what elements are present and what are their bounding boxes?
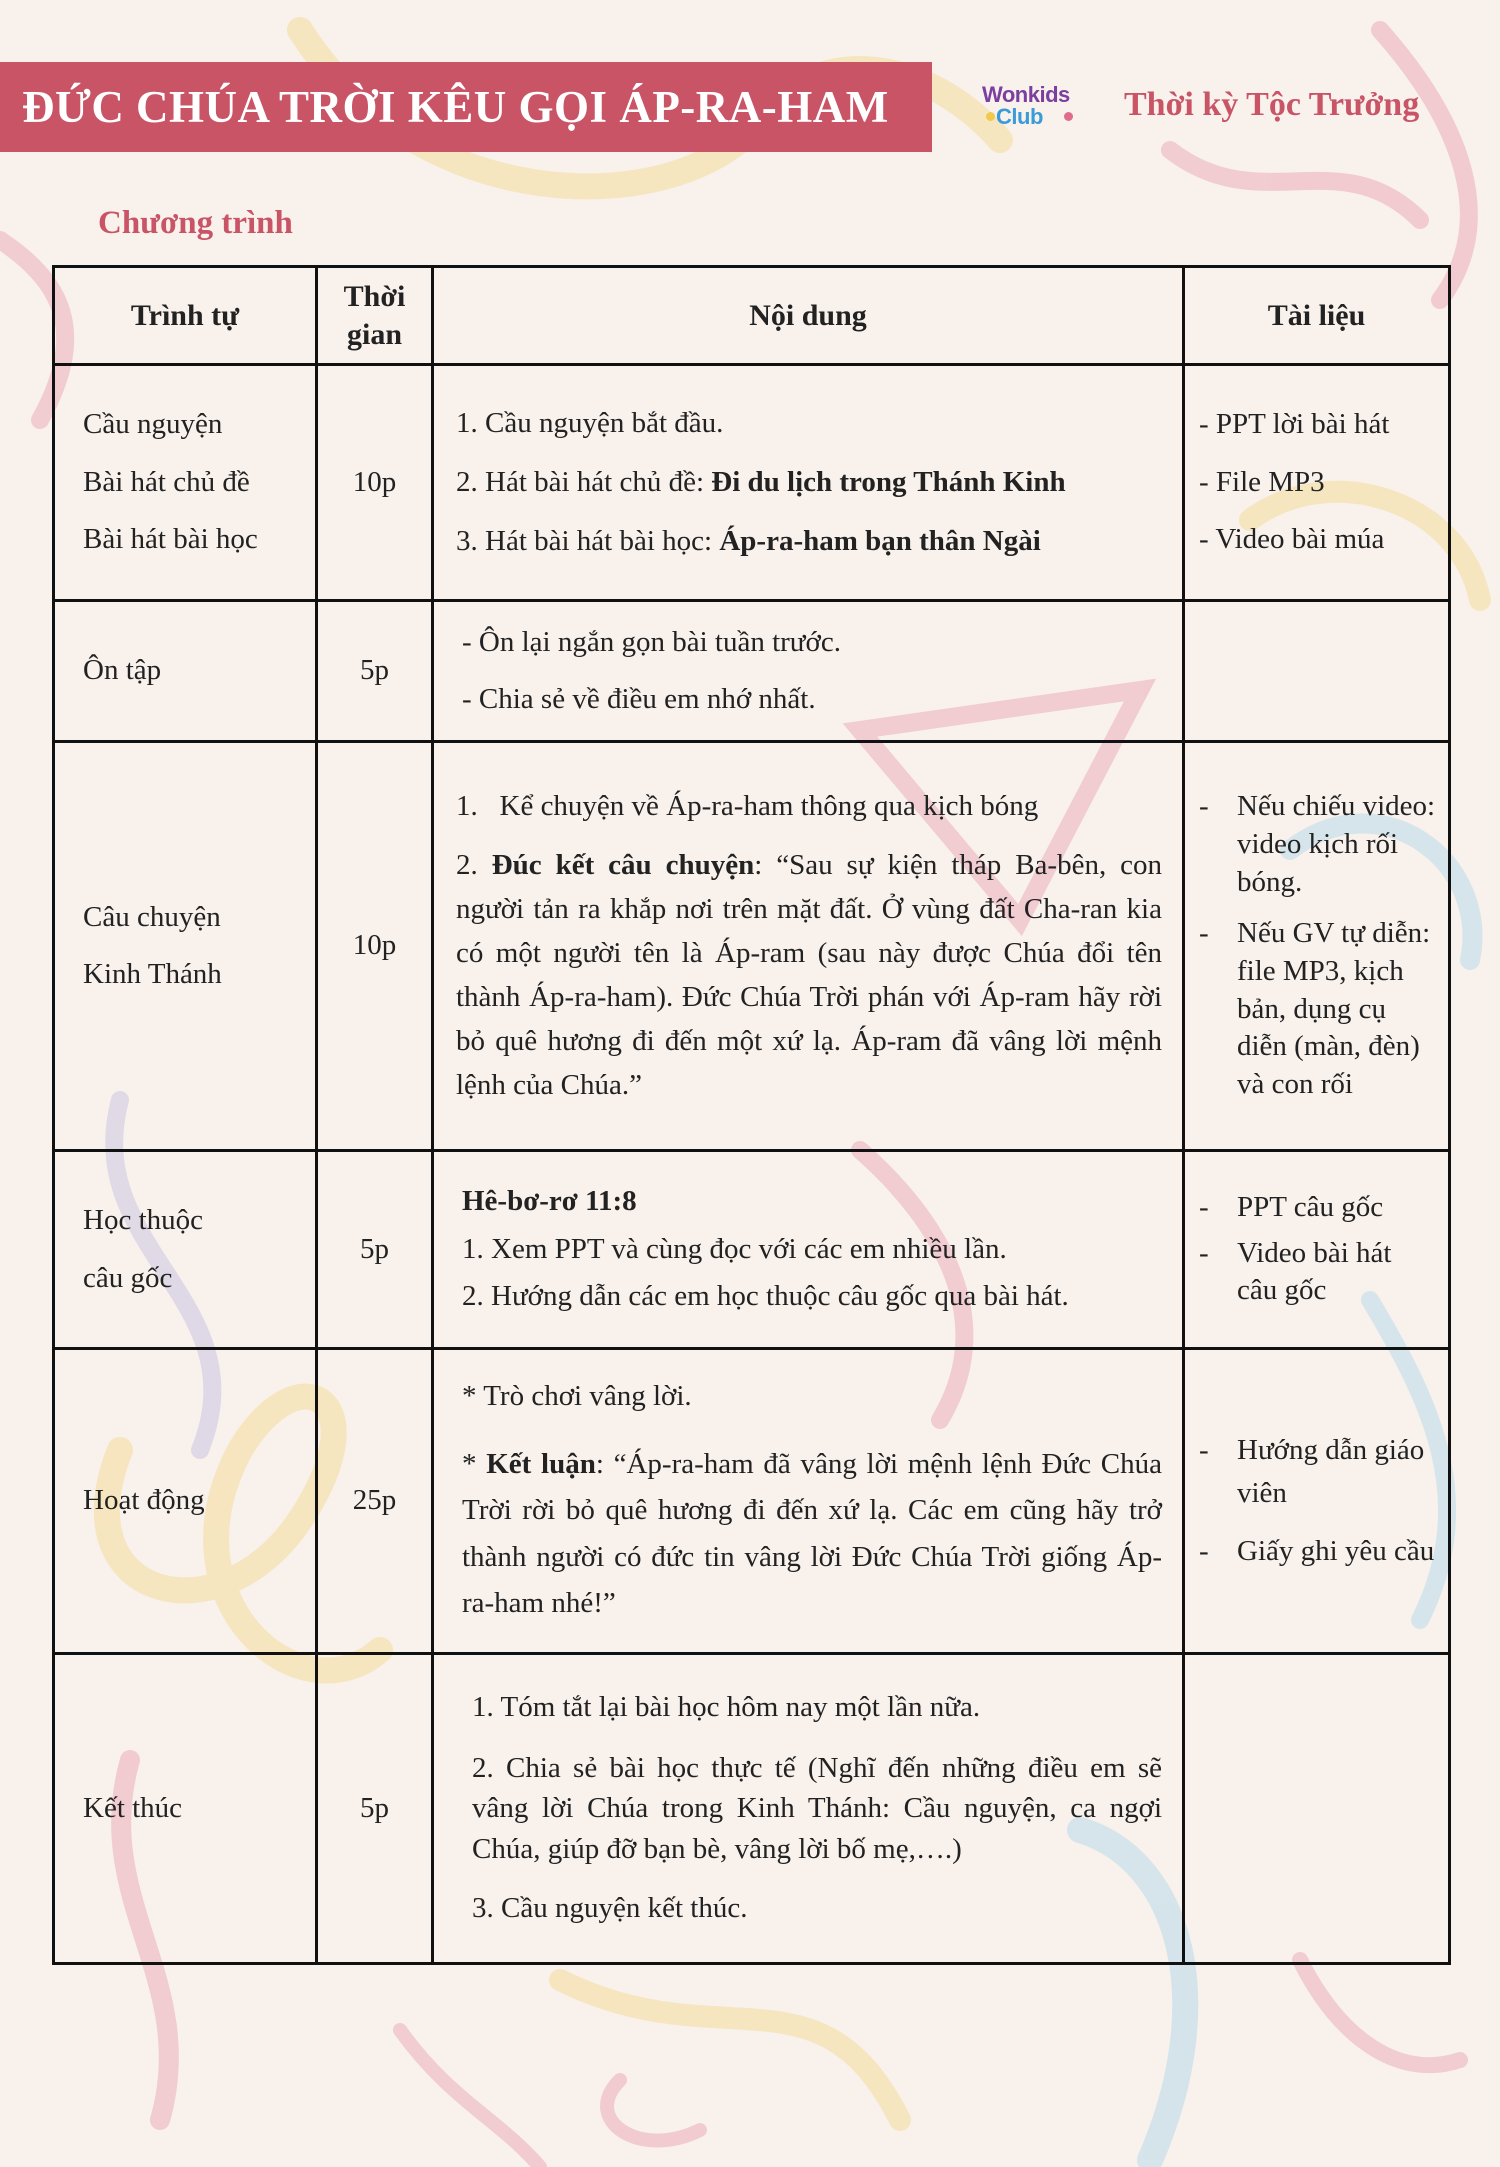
material-item: - Nếu chiếu video: video kịch rối bóng.: [1199, 790, 1436, 898]
material-item: - Video bài hát câu gốc: [1199, 1236, 1392, 1307]
content-line: 1. Xem PPT và cùng đọc với các em nhiều lần.: [462, 1232, 1007, 1265]
time-cell: 5p: [317, 1151, 433, 1349]
material-item: - File MP3: [1199, 465, 1325, 498]
content-line: - Chia sẻ về điều em nhớ nhất.: [462, 683, 816, 715]
page-title: ĐỨC CHÚA TRỜI KÊU GỌI ÁP-RA-HAM: [0, 62, 932, 152]
material-item: - PPT lời bài hát: [1199, 408, 1390, 441]
step-line: Bài hát chủ đề: [83, 465, 250, 498]
header-time-line2: gian: [346, 317, 403, 351]
program-table: [52, 265, 1451, 1965]
story-summary-label: Đúc kết câu chuyện: [491, 848, 755, 881]
content-line: 3. Cầu nguyện kết thúc.: [472, 1892, 748, 1925]
table-row: [54, 601, 1450, 742]
story-summary: 2. Đúc kết câu chuyện: “Sau sự kiện tháp Ba-bên, con người tản ra khắp nơi trên mặt đất. Ở vùng đất Cha-ran kia có một người tên là Áp-ram (sau này được Chúa đổi tên thành Áp-ra-ham). Đức Chúa Trời phán với Áp-ram hãy rời bỏ quê hương đi đến một xứ lạ. Áp-ram đã vâng lời mệnh lệnh của Chúa.”: [456, 848, 1163, 1101]
content-line: 2. Hát bài hát chủ đề: Đi du lịch trong Thánh Kinh: [456, 466, 1066, 499]
table-row: [54, 1151, 1450, 1349]
step-cell: [54, 1349, 317, 1654]
table-header-row: [54, 267, 1450, 365]
step-line: Học thuộc: [83, 1204, 203, 1236]
header-time: [317, 267, 433, 365]
table-row: [54, 742, 1450, 1151]
logo-text-line1: Wonkids: [982, 82, 1070, 107]
content-cell: [433, 1151, 1184, 1349]
materials-cell: [1184, 365, 1450, 601]
logo-text-line2: Club: [996, 104, 1043, 129]
material-item: - Nếu GV tự diễn: file MP3, kịch bản, dụng cụ diễn (màn, đèn) và con rối: [1199, 917, 1431, 1101]
time-cell: 5p: [317, 1654, 433, 1964]
header-materials: Tài liệu: [1184, 267, 1450, 365]
step-line: Bài hát bài học: [83, 523, 258, 556]
step-cell: [54, 601, 317, 742]
header-content: Nội dung: [433, 267, 1184, 365]
step-line: Hoạt động: [83, 1484, 205, 1517]
content-cell: [433, 742, 1184, 1151]
logo-dot: [986, 112, 995, 121]
materials-cell: [1184, 1151, 1450, 1349]
wonkids-club-logo: [982, 82, 1090, 136]
content-line: 2. Chia sẻ bài học thực tế (Nghĩ đến những điều em sẽ vâng lời Chúa trong Kinh Thánh: Cầu nguyện, ca ngợi Chúa, giúp đỡ bạn bè, vâng lời bố mẹ,….): [472, 1751, 1162, 1865]
step-line: Ôn tập: [83, 654, 162, 687]
material-item: - PPT câu gốc: [1199, 1190, 1384, 1223]
theme-song-title: Đi du lịch trong Thánh Kinh: [711, 466, 1066, 499]
content-line: - Ôn lại ngắn gọn bài tuần trước.: [462, 625, 841, 658]
time-cell: 5p: [317, 601, 433, 742]
lesson-song-title: Áp-ra-ham bạn thân Ngài: [719, 524, 1041, 557]
step-line: Kết thúc: [83, 1791, 183, 1824]
materials-cell: [1184, 601, 1450, 742]
content-cell: [433, 1654, 1184, 1964]
content-line: 1. Tóm tắt lại bài học hôm nay một lần nữa.: [472, 1691, 981, 1724]
content-line: 1. Kể chuyện về Áp-ra-ham thông qua kịch bóng: [456, 790, 1039, 823]
step-cell: [54, 742, 317, 1151]
step-line: câu gốc: [83, 1261, 173, 1294]
content-line: 1. Cầu nguyện bắt đầu.: [456, 407, 724, 440]
activity-conclusion: * Kết luận: “Áp-ra-ham đã vâng lời mệnh lệnh Đức Chúa Trời rời bỏ quê hương đi đến xứ lạ. Các em cũng hãy trở thành người có đức tin vâng lời Đức Chúa Trời giống Áp-ra-ham nhé!”: [462, 1447, 1162, 1620]
memory-verse-reference: Hê-bơ-rơ 11:8: [462, 1184, 637, 1217]
conclusion-label: Kết luận: [486, 1447, 596, 1480]
content-cell: [433, 1349, 1184, 1654]
content-line: * Trò chơi vâng lời.: [462, 1380, 692, 1413]
table-row: [54, 1349, 1450, 1654]
time-cell: 10p: [317, 742, 433, 1151]
content-cell: [433, 601, 1184, 742]
content-line: 2. Hướng dẫn các em học thuộc câu gốc qua bài hát.: [462, 1280, 1069, 1313]
material-item: - Hướng dẫn giáo viên: [1199, 1433, 1425, 1510]
period-label: Thời kỳ Tộc Trưởng: [1124, 86, 1420, 123]
section-title: Chương trình: [98, 205, 293, 241]
material-item: - Video bài múa: [1199, 523, 1385, 556]
content-cell: [433, 365, 1184, 601]
step-line: Kinh Thánh: [83, 958, 222, 990]
step-cell: [54, 1654, 317, 1964]
step-line: Cầu nguyện: [83, 408, 223, 441]
logo-dot: [1064, 112, 1073, 121]
step-cell: [54, 365, 317, 601]
header-time-line1: Thời: [343, 280, 406, 313]
table-row: [54, 1654, 1450, 1964]
material-item: - Giấy ghi yêu cầu: [1199, 1534, 1435, 1567]
materials-cell: [1184, 742, 1450, 1151]
materials-cell: [1184, 1654, 1450, 1964]
header-step: Trình tự: [54, 267, 317, 365]
time-cell: 10p: [317, 365, 433, 601]
step-cell: [54, 1151, 317, 1349]
time-cell: 25p: [317, 1349, 433, 1654]
table-row: [54, 365, 1450, 601]
content-line: 3. Hát bài hát bài học: Áp-ra-ham bạn thân Ngài: [456, 524, 1041, 557]
step-line: Câu chuyện: [83, 900, 221, 933]
materials-cell: [1184, 1349, 1450, 1654]
